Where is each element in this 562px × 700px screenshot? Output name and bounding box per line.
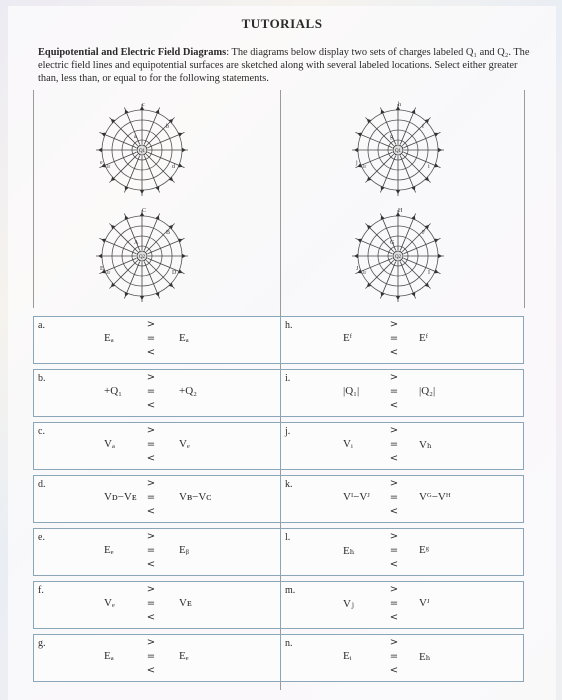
- field-arrow: [357, 131, 362, 137]
- instructions-text: [38, 46, 536, 85]
- rhs-quantity: +Q₂: [179, 385, 197, 397]
- row-label: c.: [38, 426, 45, 437]
- field-arrow: [411, 186, 417, 191]
- rhs-quantity: Vₑ: [179, 438, 190, 450]
- comparison-row: [280, 369, 524, 417]
- operator-option[interactable]: <: [146, 559, 156, 570]
- operator-option[interactable]: >: [146, 425, 156, 436]
- field-line: [400, 108, 415, 145]
- operator-option[interactable]: >: [389, 531, 399, 542]
- field-diagram-q1-left: [92, 100, 192, 200]
- point-label: c: [142, 102, 145, 108]
- field-arrow: [379, 109, 385, 114]
- field-arrow: [101, 131, 106, 137]
- rhs-quantity: Vₕ: [419, 439, 432, 451]
- field-arrow: [434, 269, 439, 275]
- operator-option[interactable]: <: [389, 612, 399, 623]
- operator-option[interactable]: =: [389, 545, 399, 556]
- field-arrow: [434, 131, 439, 137]
- operator-option[interactable]: =: [389, 492, 399, 503]
- operator-choices: [389, 424, 399, 466]
- lhs-quantity: Vₑ: [104, 597, 115, 609]
- point-label: D: [172, 270, 177, 276]
- field-line: [400, 214, 415, 251]
- operator-option[interactable]: >: [389, 584, 399, 595]
- operator-option[interactable]: =: [389, 386, 399, 397]
- operator-choices: [146, 318, 156, 360]
- row-label: k.: [285, 479, 293, 490]
- lhs-quantity: +Q₁: [104, 385, 122, 397]
- field-arrow: [155, 186, 161, 191]
- point-label: f: [422, 124, 424, 130]
- operator-option[interactable]: <: [389, 665, 399, 676]
- point-label: h: [398, 102, 401, 108]
- field-arrow: [101, 237, 106, 243]
- comparison-row: [33, 475, 281, 523]
- lhs-quantity: Eᵢ: [343, 650, 352, 662]
- point-label: e: [100, 160, 103, 166]
- rhs-quantity: Vʙ−Vᴄ: [179, 491, 212, 503]
- lhs-quantity: Eₐ: [104, 332, 114, 344]
- row-label: l.: [285, 532, 291, 543]
- comparison-row: [280, 634, 524, 682]
- operator-option[interactable]: =: [146, 598, 156, 609]
- operator-choices: [146, 424, 156, 466]
- field-arrow: [123, 215, 129, 220]
- comparison-row: [33, 528, 281, 576]
- row-label: n.: [285, 638, 293, 649]
- row-label: b.: [38, 373, 46, 384]
- operator-option[interactable]: <: [389, 453, 399, 464]
- distance-label: 3r: [106, 271, 111, 276]
- comparison-row: [280, 528, 524, 576]
- field-arrow: [98, 254, 102, 258]
- rhs-quantity: Eᶠ: [419, 332, 429, 344]
- field-arrow: [123, 109, 129, 114]
- operator-option[interactable]: <: [146, 347, 156, 358]
- operator-choices: [146, 477, 156, 519]
- point-label: E: [100, 266, 104, 272]
- point-label: C: [142, 208, 147, 214]
- distance-label: 3r: [362, 165, 367, 170]
- operator-choices: [146, 371, 156, 413]
- comparison-row: [33, 422, 281, 470]
- point-label: F: [422, 230, 426, 236]
- operator-option[interactable]: <: [146, 665, 156, 676]
- operator-option[interactable]: =: [146, 545, 156, 556]
- field-line: [380, 108, 395, 145]
- lhs-quantity: Vᴵ−Vᴶ: [343, 491, 371, 503]
- field-arrow: [411, 109, 417, 114]
- operator-option[interactable]: >: [389, 319, 399, 330]
- row-label: i.: [285, 373, 291, 384]
- row-label: d.: [38, 479, 46, 490]
- field-arrow: [182, 148, 186, 152]
- point-label: g: [390, 134, 393, 140]
- charge-label: Q1: [394, 149, 402, 154]
- rhs-quantity: |Q₂|: [419, 385, 436, 397]
- field-arrow: [140, 296, 144, 300]
- point-label: A: [134, 240, 139, 246]
- rhs-quantity: Eₑ: [179, 650, 189, 662]
- operator-option[interactable]: >: [146, 478, 156, 489]
- field-arrow: [178, 163, 183, 169]
- operator-option[interactable]: <: [389, 506, 399, 517]
- field-arrow: [178, 131, 183, 137]
- rhs-quantity: Eₕ: [419, 651, 431, 663]
- diagram-q2-left: [92, 206, 192, 306]
- field-arrow: [411, 215, 417, 220]
- operator-option[interactable]: =: [146, 439, 156, 450]
- comparison-row: [33, 369, 281, 417]
- operator-option[interactable]: <: [389, 559, 399, 570]
- operator-choices: [389, 477, 399, 519]
- operator-option[interactable]: >: [389, 478, 399, 489]
- point-label: a: [134, 134, 137, 140]
- operator-option[interactable]: <: [389, 347, 399, 358]
- field-arrow: [396, 190, 400, 194]
- diagram-q2-right: [348, 206, 448, 306]
- field-arrow: [379, 215, 385, 220]
- operator-option[interactable]: >: [146, 531, 156, 542]
- distance-label: 3r: [106, 165, 111, 170]
- comparison-row: [280, 475, 524, 523]
- comparison-row: [280, 422, 524, 470]
- operator-option[interactable]: >: [389, 637, 399, 648]
- comparison-row: [33, 316, 281, 364]
- lhs-quantity: Eₑ: [104, 544, 114, 556]
- point-label: i: [428, 164, 430, 170]
- field-arrow: [434, 237, 439, 243]
- lhs-quantity: Vₐ: [104, 438, 115, 450]
- row-label: h.: [285, 320, 293, 331]
- rhs-quantity: Vᴳ−Vᴴ: [419, 491, 451, 503]
- field-arrow: [411, 292, 417, 297]
- field-arrow: [354, 148, 358, 152]
- operator-option[interactable]: >: [389, 425, 399, 436]
- point-label: H: [398, 208, 403, 214]
- instructions-body: : The diagrams below display two sets of charges labeled Q₁ and Q₂. The electric field lines and equipotential surfaces are sketched along with several labeled locations. Select either greater than, less than, or equal to for the following statements.: [38, 47, 530, 84]
- row-label: a.: [38, 320, 45, 331]
- operator-option[interactable]: >: [146, 372, 156, 383]
- operator-choices: [146, 530, 156, 572]
- diagram-q1-right: [348, 100, 448, 200]
- row-label: e.: [38, 532, 45, 543]
- operator-option[interactable]: >: [146, 584, 156, 595]
- field-diagram-q2-left: [92, 206, 192, 306]
- rhs-quantity: Eₐ: [179, 332, 189, 344]
- field-arrow: [438, 254, 442, 258]
- operator-choices: [146, 636, 156, 678]
- operator-option[interactable]: =: [389, 333, 399, 344]
- comparison-row: [280, 581, 524, 629]
- row-label: f.: [38, 585, 44, 596]
- operator-option[interactable]: <: [389, 400, 399, 411]
- operator-choices: [389, 318, 399, 360]
- point-label: d: [172, 164, 175, 170]
- charge-label: Q2: [138, 255, 146, 260]
- row-label: g.: [38, 638, 46, 649]
- operator-option[interactable]: =: [146, 492, 156, 503]
- operator-option[interactable]: =: [146, 333, 156, 344]
- charge-label: Q2: [394, 255, 402, 260]
- operator-choices: [389, 371, 399, 413]
- operator-option[interactable]: <: [146, 612, 156, 623]
- charge-label: Q1: [138, 149, 146, 154]
- field-arrow: [178, 237, 183, 243]
- field-arrow: [438, 148, 442, 152]
- rhs-quantity: Vᴇ: [179, 597, 192, 609]
- row-label: m.: [285, 585, 296, 596]
- lhs-quantity: Eₐ: [104, 650, 114, 662]
- point-label: j: [356, 160, 358, 166]
- lhs-quantity: Vᴅ−Vᴇ: [104, 491, 137, 503]
- comparison-row: [280, 316, 524, 364]
- field-arrow: [357, 237, 362, 243]
- point-label: G: [390, 240, 395, 246]
- row-label: j.: [285, 426, 291, 437]
- field-arrow: [434, 163, 439, 169]
- point-label: J: [356, 266, 359, 272]
- operator-choices: [146, 583, 156, 625]
- field-diagram-q2-right: [348, 206, 448, 306]
- rhs-quantity: Eᵍ: [419, 544, 430, 556]
- operator-option[interactable]: =: [389, 598, 399, 609]
- operator-choices: [389, 530, 399, 572]
- operator-option[interactable]: >: [146, 637, 156, 648]
- operator-option[interactable]: <: [146, 453, 156, 464]
- operator-option[interactable]: >: [146, 319, 156, 330]
- comparison-row: [33, 634, 281, 682]
- operator-option[interactable]: <: [146, 506, 156, 517]
- field-arrow: [396, 296, 400, 300]
- operator-choices: [389, 636, 399, 678]
- point-label: b: [166, 124, 169, 130]
- field-line: [148, 258, 185, 273]
- field-arrow: [182, 254, 186, 258]
- lhs-quantity: |Q₁|: [343, 385, 360, 397]
- instructions-heading: Equipotential and Electric Field Diagrams: [38, 47, 227, 58]
- field-line: [400, 156, 415, 193]
- field-arrow: [155, 215, 161, 220]
- operator-option[interactable]: =: [146, 386, 156, 397]
- operator-option[interactable]: >: [389, 372, 399, 383]
- lhs-quantity: Eᶠ: [343, 332, 353, 344]
- page-title: TUTORIALS: [241, 16, 323, 31]
- operator-option[interactable]: <: [146, 400, 156, 411]
- field-arrow: [98, 148, 102, 152]
- field-arrow: [178, 269, 183, 275]
- lhs-quantity: Vᵢ: [343, 438, 353, 450]
- field-arrow: [379, 186, 385, 191]
- comparison-row: [33, 581, 281, 629]
- point-label: I: [428, 270, 430, 276]
- field-arrow: [155, 109, 161, 114]
- field-line: [380, 156, 395, 193]
- operator-choices: [389, 583, 399, 625]
- point-label: B: [166, 230, 171, 236]
- distance-label: 3r: [362, 271, 367, 276]
- field-arrow: [155, 292, 161, 297]
- diagram-q1-left: [92, 100, 192, 200]
- operator-option[interactable]: =: [389, 651, 399, 662]
- field-arrow: [123, 186, 129, 191]
- field-arrow: [379, 292, 385, 297]
- lhs-quantity: Eₕ: [343, 545, 355, 557]
- operator-option[interactable]: =: [146, 651, 156, 662]
- field-diagram-q1-right: [348, 100, 448, 200]
- field-arrow: [123, 292, 129, 297]
- lhs-quantity: Vⱼ: [343, 598, 354, 610]
- rhs-quantity: Eᵦ: [179, 544, 189, 556]
- operator-option[interactable]: =: [389, 439, 399, 450]
- rhs-quantity: Vᴶ: [419, 597, 430, 609]
- field-arrow: [140, 190, 144, 194]
- field-arrow: [354, 254, 358, 258]
